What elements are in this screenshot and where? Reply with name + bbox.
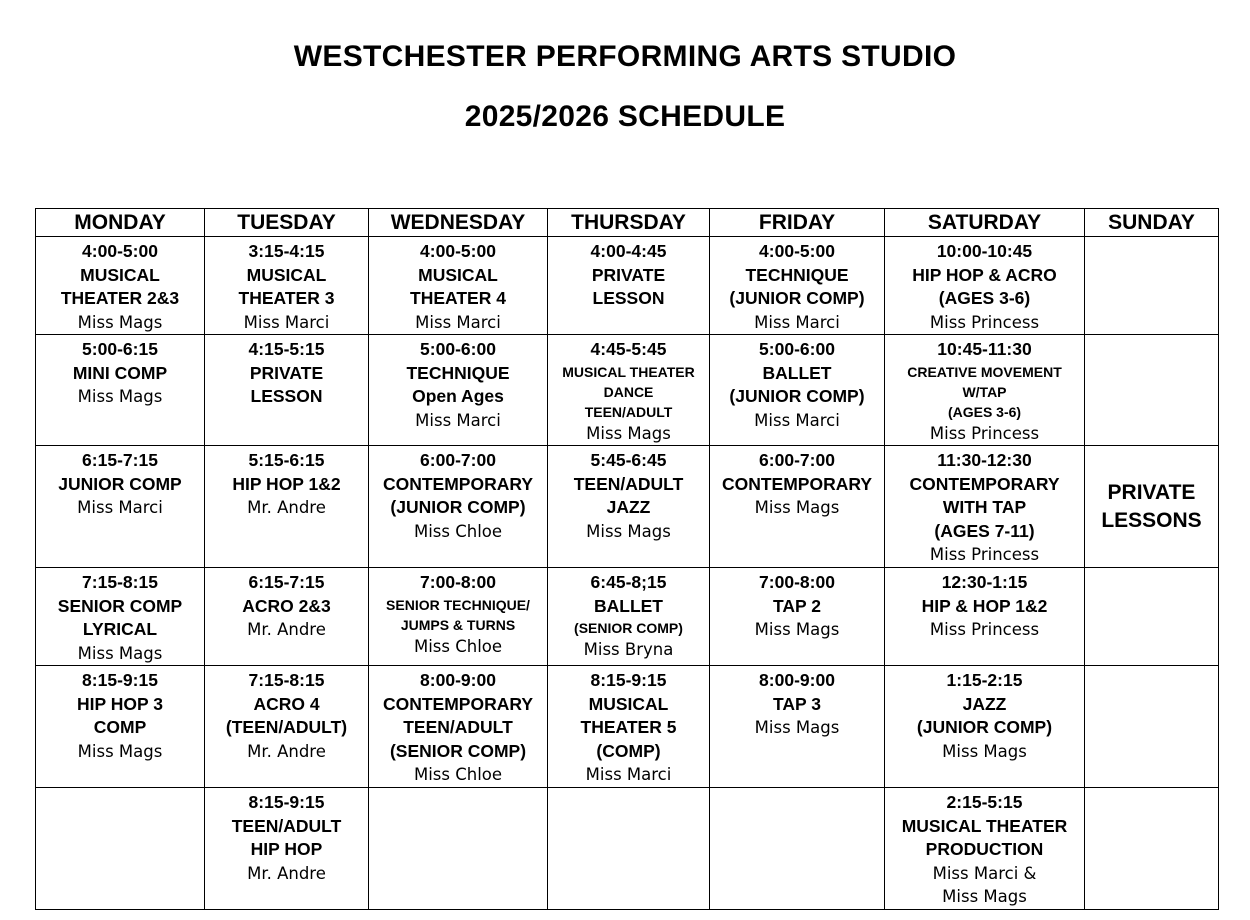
class-name: TEEN/ADULT — [403, 717, 513, 737]
class-time: 7:15-8:15 — [82, 572, 158, 592]
instructor-name: Miss Bryna — [583, 640, 674, 659]
class-cell-monday — [36, 568, 205, 666]
day-header-saturday: SATURDAY — [885, 209, 1085, 237]
class-cell-friday — [710, 446, 885, 568]
class-time: 2:15-5:15 — [946, 792, 1023, 812]
class-name: (JUNIOR COMP) — [729, 288, 865, 308]
instructor-name: Miss Mags — [754, 620, 840, 639]
instructor-name: Miss Mags — [942, 741, 1027, 761]
class-cell-saturday — [885, 237, 1085, 335]
class-name: THEATER 4 — [410, 288, 506, 308]
class-name: (AGES 7-11) — [934, 520, 1035, 541]
instructor-name: Miss Mags — [754, 718, 840, 737]
class-time: 4:00-4:45 — [590, 241, 667, 261]
class-name: LESSON — [592, 288, 665, 308]
class-cell-monday — [36, 237, 205, 335]
instructor-name: Miss Mags — [586, 521, 671, 541]
schedule-row — [36, 446, 1219, 568]
class-time: 5:45-6:45 — [590, 450, 667, 470]
class-time: 8:15-9:15 — [590, 670, 667, 690]
class-time: 6:15-7:15 — [82, 450, 158, 470]
class-name: ACRO 4 — [253, 693, 320, 714]
instructor-name: Miss Chloe — [413, 765, 503, 784]
instructor-name: Miss Princess — [929, 545, 1040, 564]
class-time: 12:30-1:15 — [941, 572, 1028, 592]
class-name: TEEN/ADULT — [231, 815, 342, 836]
class-cell-monday — [36, 446, 205, 568]
class-cell-thursday — [548, 446, 710, 568]
instructor-name: Mr. Andre — [247, 863, 326, 883]
class-cell-saturday — [885, 446, 1085, 568]
class-time: 6:15-7:15 — [248, 572, 325, 592]
class-time: 8:00-9:00 — [420, 670, 496, 690]
class-cell-tuesday — [205, 335, 369, 446]
class-cell-friday — [710, 568, 885, 666]
class-name: MUSICAL THEATER — [562, 363, 695, 380]
class-name: JUMPS & TURNS — [400, 616, 516, 633]
instructor-name: Miss Mags — [77, 741, 163, 761]
class-name: TECHNIQUE — [406, 362, 510, 383]
instructor-name: Miss Marci — [415, 410, 501, 430]
schedule-row — [36, 666, 1219, 788]
class-cell-sunday — [1085, 335, 1219, 446]
schedule-row — [36, 568, 1219, 666]
class-time: 3:15-4:15 — [248, 241, 325, 261]
class-name: THEATER 5 — [580, 717, 677, 737]
page-title: WESTCHESTER PERFORMING ARTS STUDIO — [293, 40, 957, 73]
class-name: (AGES 3-6) — [938, 288, 1031, 308]
class-cell-monday — [36, 788, 205, 910]
class-name: CONTEMPORARY — [382, 693, 534, 714]
class-name: W/TAP — [962, 383, 1007, 400]
class-name: MUSICAL THEATER — [901, 815, 1068, 836]
instructor-name: Miss Princess — [929, 620, 1040, 639]
class-cell-saturday — [885, 335, 1085, 446]
class-name: TAP 3 — [773, 693, 821, 714]
class-time: 10:45-11:30 — [937, 339, 1032, 359]
class-cell-tuesday — [205, 568, 369, 666]
day-header-friday: FRIDAY — [710, 209, 885, 237]
instructor-name: Miss Chloe — [413, 521, 503, 541]
class-name: TAP 2 — [773, 595, 821, 616]
class-cell-sunday — [1085, 446, 1219, 568]
class-name: JUNIOR COMP — [58, 473, 182, 494]
instructor-name: Miss Mags — [77, 643, 163, 663]
instructor-name: Miss Marci & — [932, 863, 1037, 883]
schedule-table — [35, 208, 1219, 910]
instructor-name: Miss Princess — [929, 423, 1040, 443]
class-time: 6:00-7:00 — [420, 450, 496, 470]
class-name: BALLET — [593, 595, 664, 616]
class-name: SENIOR TECHNIQUE/ — [386, 596, 530, 613]
day-header-tuesday: TUESDAY — [205, 209, 369, 237]
class-cell-sunday — [1085, 788, 1219, 910]
class-cell-monday — [36, 335, 205, 446]
instructor-name: Miss Mags — [942, 887, 1027, 906]
class-time: 4:00-5:00 — [759, 241, 835, 261]
class-time: 5:00-6:00 — [759, 339, 835, 359]
class-name: (JUNIOR COMP) — [390, 497, 526, 517]
day-header-wednesday: WEDNESDAY — [369, 209, 548, 237]
class-cell-wednesday — [369, 788, 548, 910]
class-name: (TEEN/ADULT) — [225, 717, 348, 737]
class-time: 10:00-10:45 — [936, 241, 1033, 261]
class-name: THEATER 3 — [238, 288, 335, 308]
schedule-row — [36, 788, 1219, 910]
class-cell-tuesday — [205, 788, 369, 910]
class-cell-friday — [710, 666, 885, 788]
class-name: TEEN/ADULT — [573, 473, 684, 494]
class-name: ACRO 2&3 — [242, 595, 331, 616]
instructor-name: Miss Mags — [586, 423, 671, 443]
class-time: 4:15-5:15 — [248, 339, 325, 359]
class-name: PRIVATE — [591, 264, 666, 285]
class-cell-sunday — [1085, 568, 1219, 666]
class-name: HIP HOP — [250, 839, 323, 859]
class-cell-tuesday — [205, 666, 369, 788]
class-time: 6:00-7:00 — [759, 450, 835, 470]
class-name: HIP HOP 3 — [77, 693, 163, 714]
class-time: 8:15-9:15 — [82, 670, 158, 690]
class-time: 5:00-6:00 — [420, 339, 496, 359]
class-name: MUSICAL — [418, 264, 498, 285]
class-time: 7:15-8:15 — [248, 670, 325, 690]
class-cell-thursday — [548, 568, 710, 666]
private-lessons-label: PRIVATE — [1107, 480, 1196, 504]
class-name: (JUNIOR COMP) — [916, 717, 1053, 737]
instructor-name: Mr. Andre — [247, 741, 326, 761]
class-name: PRIVATE — [249, 362, 324, 383]
class-name: LYRICAL — [82, 619, 158, 639]
instructor-name: Miss Princess — [929, 312, 1040, 332]
class-name: WITH TAP — [942, 497, 1027, 517]
class-name: (COMP) — [596, 740, 661, 761]
class-time: 1:15-2:15 — [946, 670, 1023, 690]
class-name: THEATER 2&3 — [60, 288, 180, 308]
class-name: DANCE — [603, 383, 654, 400]
class-cell-sunday — [1085, 666, 1219, 788]
class-name: Open Ages — [412, 386, 504, 406]
class-name: (SENIOR COMP) — [389, 740, 527, 761]
class-cell-wednesday — [369, 666, 548, 788]
class-name: MUSICAL — [80, 264, 160, 285]
instructor-name: Mr. Andre — [247, 498, 326, 517]
schedule-row — [36, 335, 1219, 446]
class-time: 6:45-8;15 — [590, 572, 667, 592]
class-time: 5:00-6:15 — [82, 339, 158, 359]
class-time: 8:15-9:15 — [248, 792, 325, 812]
class-time: 4:00-5:00 — [420, 241, 496, 261]
class-time: 11:30-12:30 — [937, 450, 1032, 470]
class-name: CONTEMPORARY — [721, 473, 873, 494]
class-name: COMP — [93, 717, 147, 737]
class-name: CONTEMPORARY — [382, 473, 534, 494]
class-time: 8:00-9:00 — [759, 670, 835, 690]
class-cell-thursday — [548, 237, 710, 335]
class-cell-wednesday — [369, 335, 548, 446]
class-name: HIP & HOP 1&2 — [921, 595, 1048, 616]
instructor-name: Miss Chloe — [413, 636, 503, 656]
class-name: PRODUCTION — [925, 839, 1044, 859]
instructor-name: Miss Marci — [585, 765, 672, 784]
class-name: LESSON — [250, 386, 323, 406]
class-cell-friday — [710, 788, 885, 910]
class-name: HIP HOP 1&2 — [232, 473, 341, 494]
class-cell-friday — [710, 335, 885, 446]
class-cell-wednesday — [369, 568, 548, 666]
day-header-sunday: SUNDAY — [1085, 209, 1219, 237]
class-name: JAZZ — [962, 693, 1007, 714]
class-name: (SENIOR COMP) — [574, 620, 683, 636]
instructor-name: Miss Marci — [415, 312, 501, 332]
instructor-name: Miss Marci — [754, 410, 840, 430]
class-cell-saturday — [885, 788, 1085, 910]
class-name: MUSICAL — [246, 264, 327, 285]
class-cell-monday — [36, 666, 205, 788]
class-cell-tuesday — [205, 446, 369, 568]
day-header-thursday: THURSDAY — [548, 209, 710, 237]
class-name: CONTEMPORARY — [909, 473, 1060, 494]
class-cell-saturday — [885, 666, 1085, 788]
instructor-name: Miss Mags — [77, 312, 163, 332]
class-name: JAZZ — [606, 497, 651, 517]
schedule-row — [36, 237, 1219, 335]
class-cell-thursday — [548, 788, 710, 910]
class-name: SENIOR COMP — [57, 595, 183, 616]
class-time: 4:45-5:45 — [590, 339, 667, 359]
class-name: (JUNIOR COMP) — [729, 386, 865, 406]
class-time: 7:00-8:00 — [759, 572, 835, 592]
private-lessons-label: LESSONS — [1101, 508, 1202, 532]
page-subtitle: 2025/2026 SCHEDULE — [464, 100, 786, 133]
class-name: CREATIVE MOVEMENT — [907, 363, 1062, 380]
day-header-row — [36, 209, 1219, 237]
class-name: (AGES 3-6) — [947, 403, 1022, 420]
class-time: 4:00-5:00 — [82, 241, 158, 261]
class-cell-thursday — [548, 666, 710, 788]
instructor-name: Miss Marci — [754, 312, 840, 332]
class-cell-saturday — [885, 568, 1085, 666]
instructor-name: Mr. Andre — [247, 620, 326, 639]
instructor-name: Miss Mags — [754, 498, 840, 517]
class-name: HIP HOP & ACRO — [912, 264, 1057, 285]
class-name: TEEN/ADULT — [584, 403, 673, 420]
day-header-monday: MONDAY — [36, 209, 205, 237]
class-name: MINI COMP — [72, 362, 168, 383]
class-cell-wednesday — [369, 237, 548, 335]
class-name: MUSICAL — [588, 693, 669, 714]
class-name: TECHNIQUE — [745, 264, 849, 285]
class-cell-wednesday — [369, 446, 548, 568]
instructor-name: Miss Mags — [77, 387, 163, 406]
class-time: 5:15-6:15 — [248, 450, 325, 470]
class-cell-thursday — [548, 335, 710, 446]
instructor-name: Miss Marci — [77, 498, 163, 517]
instructor-name: Miss Marci — [243, 312, 330, 332]
class-cell-friday — [710, 237, 885, 335]
class-time: 7:00-8:00 — [420, 572, 496, 592]
class-name: BALLET — [762, 362, 832, 383]
class-cell-tuesday — [205, 237, 369, 335]
class-cell-sunday — [1085, 237, 1219, 335]
